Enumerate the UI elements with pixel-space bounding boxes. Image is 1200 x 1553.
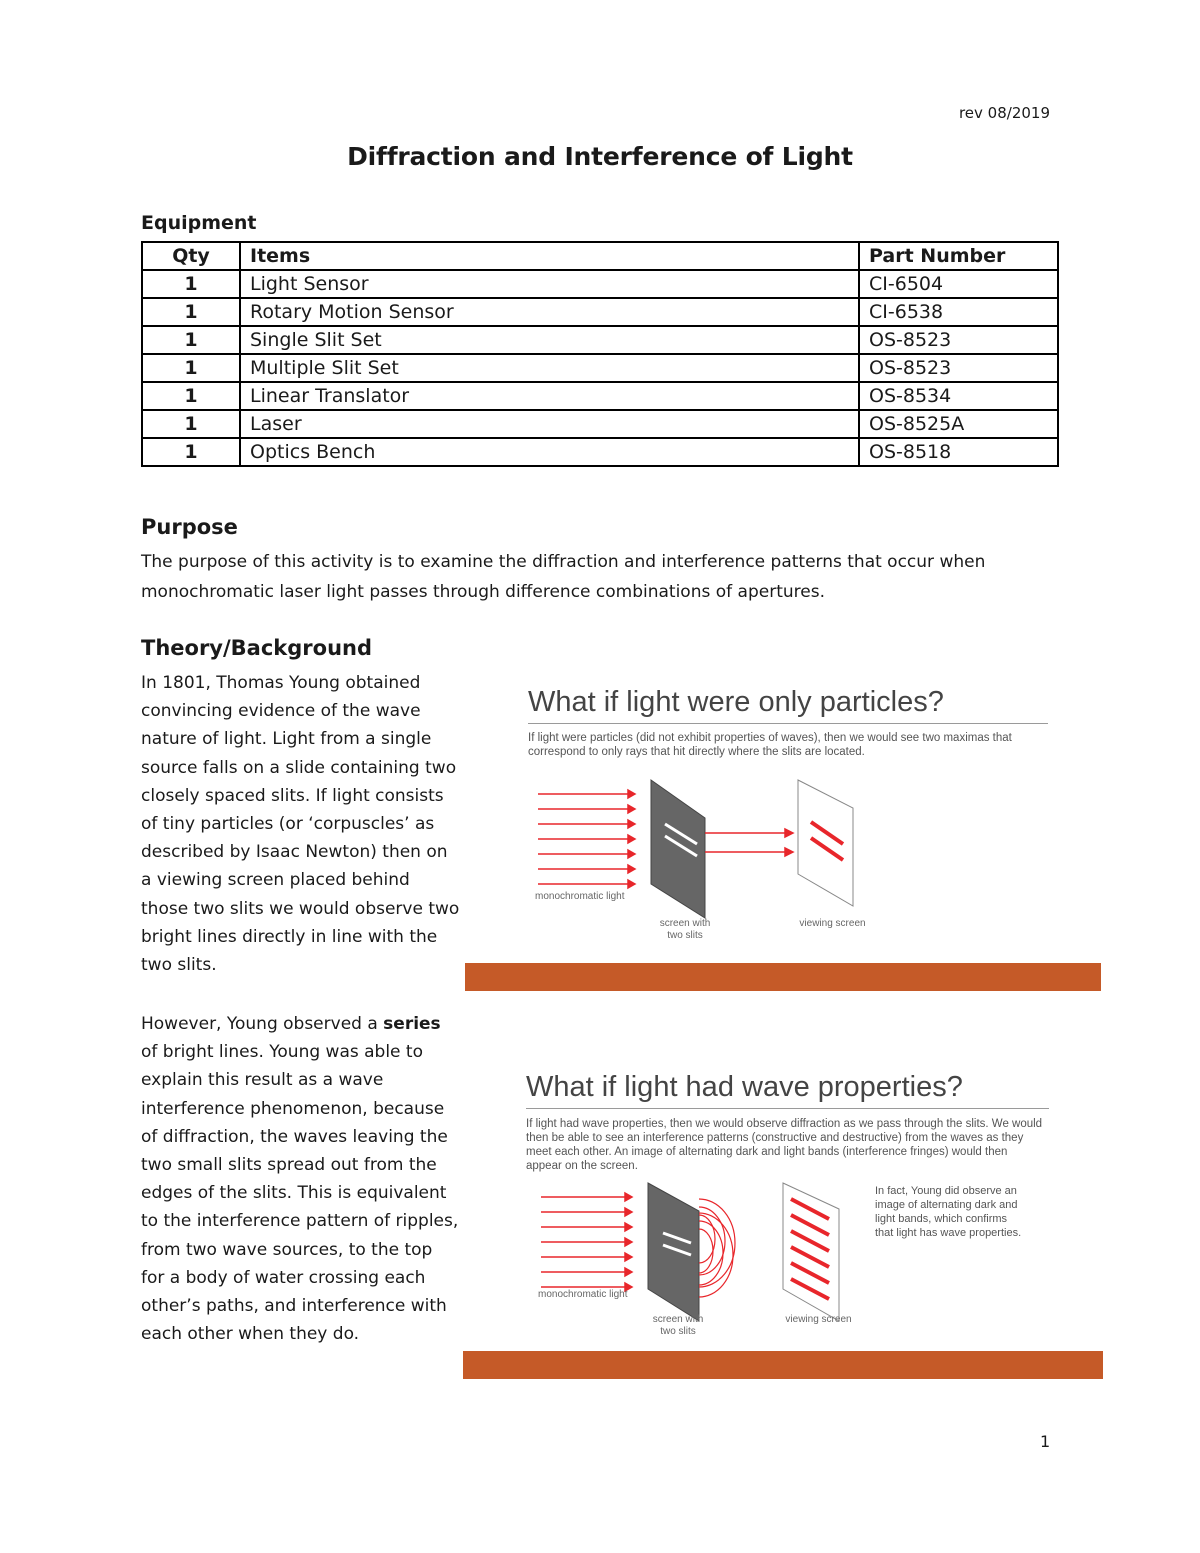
- part-number-cell: OS-8518: [859, 438, 1058, 466]
- part-number-cell: OS-8523: [859, 326, 1058, 354]
- qty-cell: 1: [142, 438, 240, 466]
- table-row: [142, 410, 1058, 438]
- revision-label: rev 08/2019: [958, 104, 1050, 122]
- part-number-cell: CI-6504: [859, 270, 1058, 298]
- theory-paragraph-2: [141, 1010, 461, 1348]
- incident-light-rays: [541, 1193, 632, 1291]
- transmitted-rays: [705, 829, 793, 856]
- table-row: [142, 438, 1058, 466]
- purpose-paragraph: The purpose of this activity is to examine the diffraction and interference patterns that occur when monochromatic laser light passes through difference combinations of apertures.: [141, 552, 986, 602]
- item-cell: Optics Bench: [240, 438, 859, 466]
- page-number: 1: [1040, 1432, 1051, 1451]
- table-row: [142, 382, 1058, 410]
- table-row: [142, 326, 1058, 354]
- item-cell: Rotary Motion Sensor: [240, 298, 859, 326]
- slit-screen: [648, 1183, 699, 1321]
- theory-emphasis: series: [383, 1014, 441, 1034]
- slide-particles: [465, 676, 1105, 991]
- theory-paragraph-2-start: However, Young observed a: [141, 1014, 384, 1034]
- purpose-heading: Purpose: [141, 515, 238, 539]
- theory-paragraph-2-end: of bright lines. Young was able to explain this result as a wave interference phenomenon, because of diffraction, the waves leaving the two small slits spread out from the edges of the slits. This is equivalent to the interference pattern of ripples, from two wave sources, to the top for a body of water crossing each other’s paths, and interference with each other when they do.: [141, 1042, 459, 1345]
- qty-cell: 1: [142, 270, 240, 298]
- item-cell: Single Slit Set: [240, 326, 859, 354]
- qty-cell: 1: [142, 326, 240, 354]
- item-cell: Light Sensor: [240, 270, 859, 298]
- item-cell: Linear Translator: [240, 382, 859, 410]
- slide-2-viewing-label: viewing screen: [785, 1314, 852, 1325]
- slide-waves: [463, 1063, 1103, 1380]
- slide-1-screen-label: screen with two slits: [659, 918, 711, 941]
- incident-light-rays: [538, 790, 635, 888]
- slide-2-title: What if light had wave properties?: [526, 1071, 963, 1103]
- slide-1-accent-bar: [465, 963, 1101, 991]
- slide-2-light-label: monochromatic light: [538, 1289, 628, 1300]
- item-cell: Multiple Slit Set: [240, 354, 859, 382]
- viewing-screen: [798, 780, 853, 906]
- equipment-heading: Equipment: [141, 212, 257, 234]
- slide-2-text: If light had wave properties, then we would observe diffraction as we pass through the slits. We would then be able to see an interference patterns (constructive and destructive) from the waves as they meet each other. An image of alternating dark and light bands (interference fringes) would then appear on the screen.: [526, 1118, 1043, 1172]
- part-number-cell: OS-8525A: [859, 410, 1058, 438]
- diffraction-wavefronts: [699, 1199, 735, 1297]
- slide-1-light-label: monochromatic light: [535, 891, 625, 902]
- table-row: [142, 298, 1058, 326]
- part-number-cell: CI-6538: [859, 298, 1058, 326]
- slide-1-text: If light were particles (did not exhibit properties of waves), then we would see two maximas that correspond to only rays that hit directly where the slits are located.: [528, 732, 1012, 758]
- part-number-cell: OS-8523: [859, 354, 1058, 382]
- slide-2-screen-label: screen with two slits: [652, 1314, 704, 1337]
- item-cell: Laser: [240, 410, 859, 438]
- column-header-qty: Qty: [142, 242, 240, 270]
- part-number-cell: OS-8534: [859, 382, 1058, 410]
- slide-2-note: In fact, Young did observe an image of alternating dark and light bands, which confirms that light has wave properties.: [875, 1185, 1022, 1239]
- qty-cell: 1: [142, 382, 240, 410]
- column-header-items: Items: [240, 242, 859, 270]
- theory-paragraph-1: In 1801, Thomas Young obtained convincing evidence of the wave nature of light. Light from a single source falls on a slide containing two closely spaced slits. If light consists of tiny particles (or ‘corpuscles’ as described by Isaac Newton) then on a viewing screen placed behind those two slits we would observe two bright lines directly in line with the two slits.: [141, 673, 460, 976]
- table-row: [142, 354, 1058, 382]
- table-row: [142, 270, 1058, 298]
- theory-heading: Theory/Background: [141, 636, 372, 660]
- slide-1-viewing-label: viewing screen: [799, 918, 866, 929]
- slide-1-title: What if light were only particles?: [528, 686, 944, 718]
- particles-diagram: [465, 676, 1105, 991]
- equipment-table: [141, 241, 1059, 467]
- viewing-screen: [783, 1183, 839, 1321]
- qty-cell: 1: [142, 354, 240, 382]
- page-title: Diffraction and Interference of Light: [347, 142, 853, 171]
- slide-2-accent-bar: [463, 1351, 1103, 1379]
- qty-cell: 1: [142, 298, 240, 326]
- table-header-row: [142, 242, 1058, 270]
- column-header-part-number: Part Number: [859, 242, 1058, 270]
- slit-screen: [651, 780, 705, 918]
- qty-cell: 1: [142, 410, 240, 438]
